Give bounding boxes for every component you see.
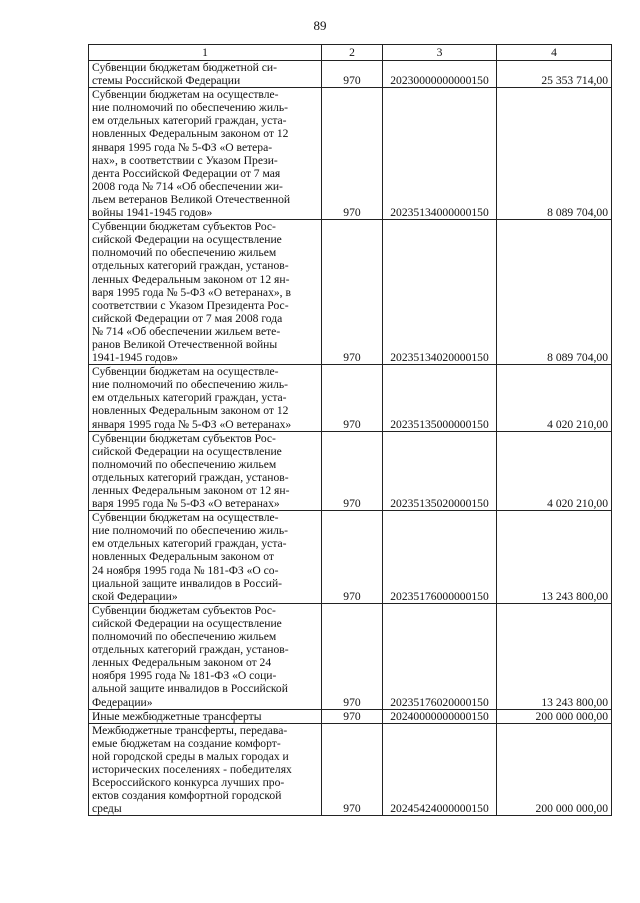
row-admin-code: 970 <box>322 603 383 709</box>
header-col-2: 2 <box>322 45 383 61</box>
row-admin-code: 970 <box>322 511 383 604</box>
table-row <box>89 365 612 431</box>
row-admin-code: 970 <box>322 431 383 511</box>
row-admin-code: 970 <box>322 709 383 723</box>
row-admin-code: 970 <box>322 723 383 816</box>
row-amount: 13 243 800,00 <box>497 603 612 709</box>
table-row <box>89 220 612 365</box>
row-amount: 4 020 210,00 <box>497 431 612 511</box>
row-budget-code: 20230000000000150 <box>383 61 497 88</box>
row-amount: 200 000 000,00 <box>497 709 612 723</box>
row-amount: 13 243 800,00 <box>497 511 612 604</box>
row-budget-code: 20235134000000150 <box>383 88 497 220</box>
table-row <box>89 723 612 816</box>
row-description: Иные межбюджетные трансферты <box>89 709 322 723</box>
table-row <box>89 431 612 511</box>
row-budget-code: 20245424000000150 <box>383 723 497 816</box>
row-admin-code: 970 <box>322 88 383 220</box>
table-row <box>89 603 612 709</box>
row-description: Субвенции бюджетам субъектов Рос- сийской Федерации на осуществление полномочий по обеспечению жильем отдельных категорий граждан, установ- ленных Федеральным законом от 12 ян- варя 1995 года № 5-ФЗ «О ветеранах», в соответствии с Указом Президента Рос- сийской Федерации от 7 мая 2008 года № 714 «Об обеспечении жильем вете- ранов Великой Отечественной войны 1941-1945 годов» <box>89 220 322 365</box>
row-description: Субвенции бюджетам на осуществле- ние полномочий по обеспечению жиль- ем отдельных категорий граждан, уста- новленных Федеральным законом от 12 января 1995 года № 5-ФЗ «О ветера- нах», в соответствии с Указом Прези- дента Российской Федерации от 7 мая 2008 года № 714 «Об обеспечении жи- льем ветеранов Великой Отечественной войны 1941-1945 годов» <box>89 88 322 220</box>
row-admin-code: 970 <box>322 220 383 365</box>
header-col-4: 4 <box>497 45 612 61</box>
row-description: Субвенции бюджетам на осуществле- ние полномочий по обеспечению жиль- ем отдельных категорий граждан, уста- новленных Федеральным законом от 12 января 1995 года № 5-ФЗ «О ветеранах» <box>89 365 322 431</box>
header-col-1: 1 <box>89 45 322 61</box>
row-description: Субвенции бюджетам на осуществле- ние полномочий по обеспечению жиль- ем отдельных категорий граждан, уста- новленных Федеральным законом от 24 ноября 1995 года № 181-ФЗ «О со- циальной защите инвалидов в Россий- ской Федерации» <box>89 511 322 604</box>
row-admin-code: 970 <box>322 61 383 88</box>
table-row <box>89 709 612 723</box>
row-description: Межбюджетные трансферты, передава- емые бюджетам на создание комфорт- ной городской среды в малых городах и исторических поселениях - победителях Всероссийского конкурса лучших про- ектов создания комфортной городской среды <box>89 723 322 816</box>
row-amount: 200 000 000,00 <box>497 723 612 816</box>
row-amount: 8 089 704,00 <box>497 88 612 220</box>
row-budget-code: 20240000000000150 <box>383 709 497 723</box>
row-amount: 4 020 210,00 <box>497 365 612 431</box>
table-header-row <box>89 45 612 61</box>
row-description: Субвенции бюджетам бюджетной си- стемы Российской Федерации <box>89 61 322 88</box>
row-budget-code: 20235176020000150 <box>383 603 497 709</box>
table-row <box>89 61 612 88</box>
row-budget-code: 20235134020000150 <box>383 220 497 365</box>
row-budget-code: 20235135020000150 <box>383 431 497 511</box>
row-budget-code: 20235176000000150 <box>383 511 497 604</box>
row-budget-code: 20235135000000150 <box>383 365 497 431</box>
row-amount: 25 353 714,00 <box>497 61 612 88</box>
row-description: Субвенции бюджетам субъектов Рос- сийской Федерации на осуществление полномочий по обеспечению жильем отдельных категорий граждан, установ- ленных Федеральным законом от 12 ян- варя 1995 года № 5-ФЗ «О ветеранах» <box>89 431 322 511</box>
table-row <box>89 88 612 220</box>
budget-table <box>88 44 612 816</box>
header-col-3: 3 <box>383 45 497 61</box>
row-amount: 8 089 704,00 <box>497 220 612 365</box>
row-admin-code: 970 <box>322 365 383 431</box>
row-description: Субвенции бюджетам субъектов Рос- сийской Федерации на осуществление полномочий по обеспечению жильем отдельных категорий граждан, установ- ленных Федеральным законом от 24 ноября 1995 года № 181-ФЗ «О соци- альной защите инвалидов в Российской Федерации» <box>89 603 322 709</box>
page-number: 89 <box>313 18 327 33</box>
table-row <box>89 511 612 604</box>
